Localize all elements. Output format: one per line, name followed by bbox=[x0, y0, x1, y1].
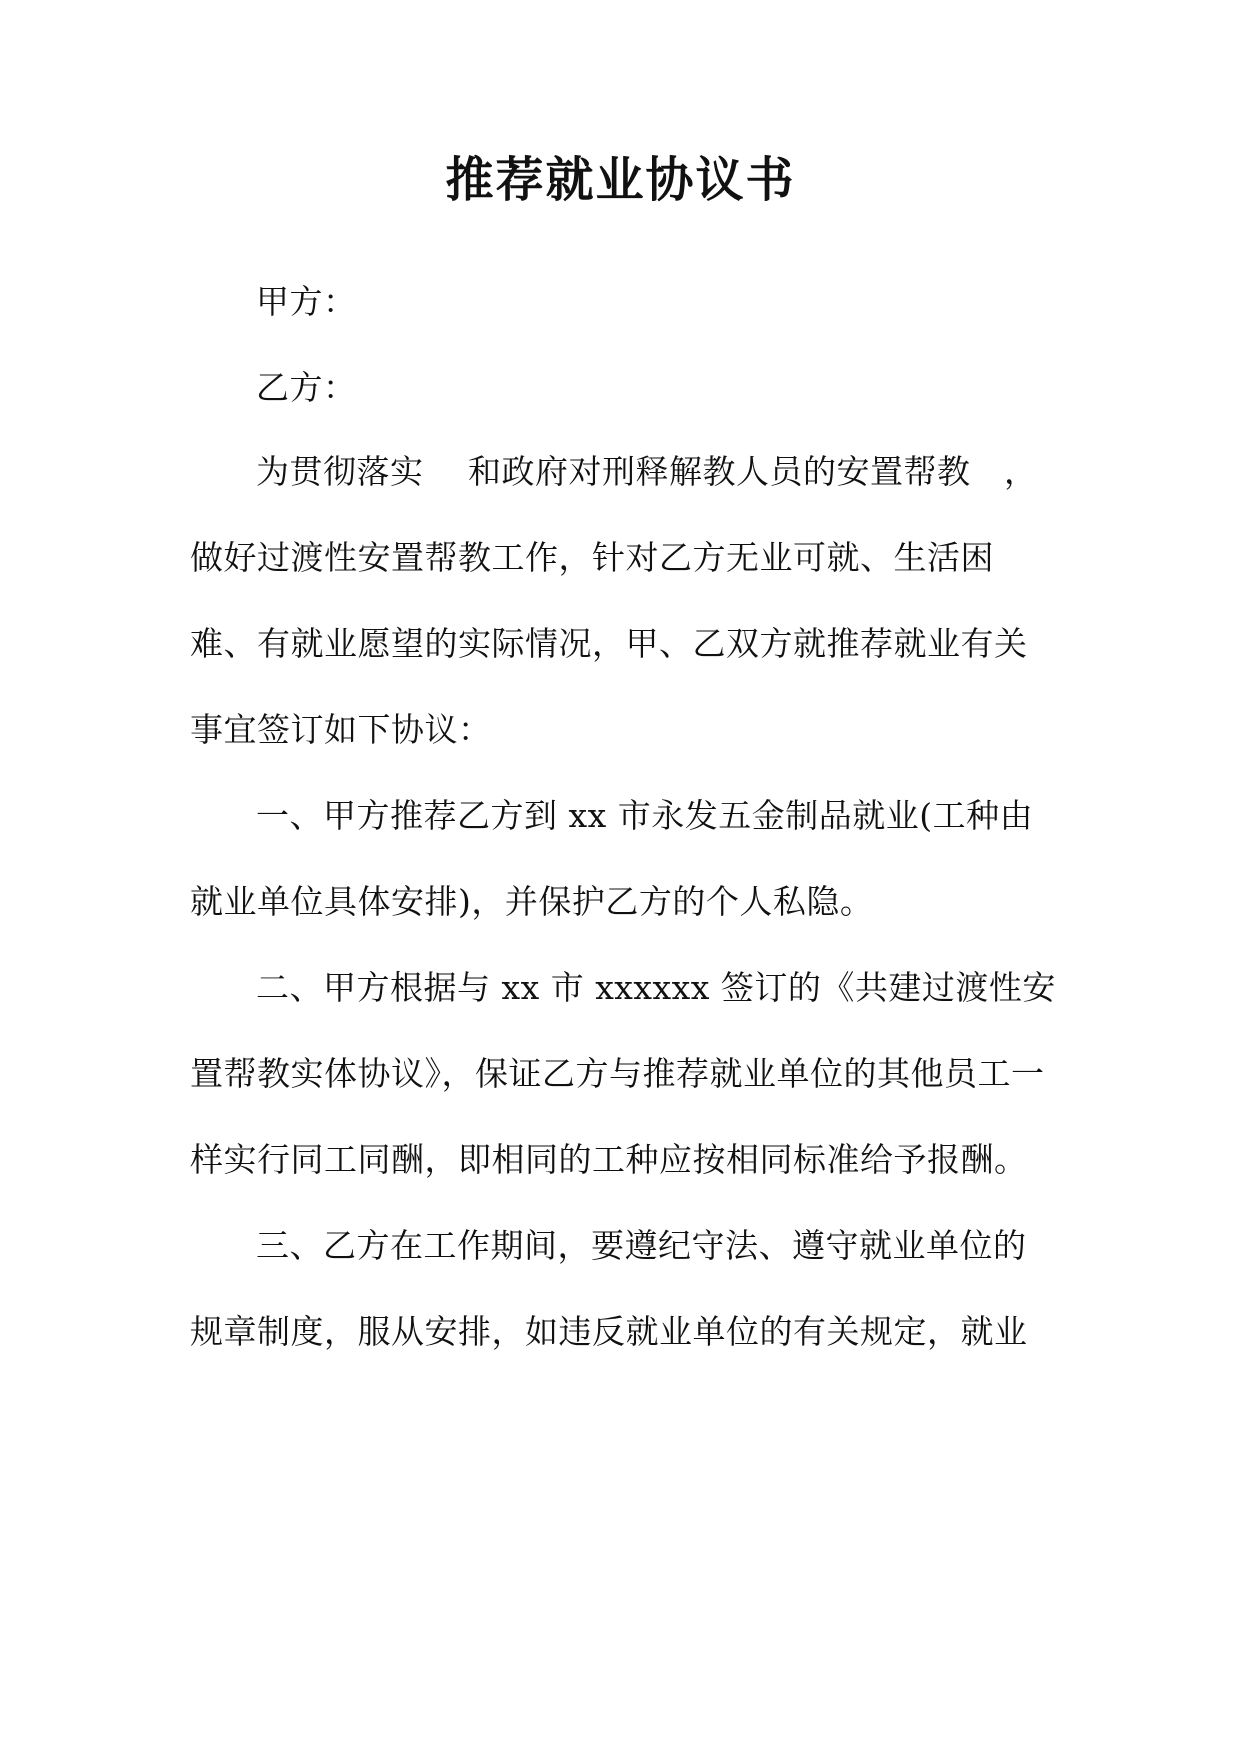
paragraph-line: 三、乙方在工作期间，要遵纪守法、遵守就业单位的 bbox=[256, 1226, 1027, 1265]
paragraph-line: 为贯彻落实 和政府对刑释解教人员的安置帮教 ， bbox=[256, 452, 1038, 491]
paragraph-line: 二、甲方根据与 xx 市 xxxxxx 签订的《共建过渡性安 bbox=[256, 968, 1056, 1007]
paragraph-line: 难、有就业愿望的实际情况，甲、乙双方就推荐就业有关 bbox=[190, 624, 1028, 663]
paragraph-line: 置帮教实体协议》，保证乙方与推荐就业单位的其他员工一 bbox=[190, 1054, 1045, 1093]
paragraph-line: 就业单位具体安排)，并保护乙方的个人私隐。 bbox=[190, 882, 874, 921]
party-a-label: 甲方： bbox=[256, 282, 357, 321]
paragraph-line: 做好过渡性安置帮教工作，针对乙方无业可就、生活困 bbox=[190, 538, 994, 577]
paragraph-line: 一、甲方推荐乙方到 xx 市永发五金制品就业(工种由 bbox=[256, 796, 1034, 835]
document-title: 推荐就业协议书 bbox=[445, 152, 796, 208]
party-b-label: 乙方： bbox=[256, 368, 357, 407]
paragraph-line: 规章制度，服从安排，如违反就业单位的有关规定，就业 bbox=[190, 1312, 1028, 1351]
paragraph-line: 事宜签订如下协议： bbox=[190, 710, 492, 749]
paragraph-line: 样实行同工同酬，即相同的工种应按相同标准给予报酬。 bbox=[190, 1140, 1028, 1179]
